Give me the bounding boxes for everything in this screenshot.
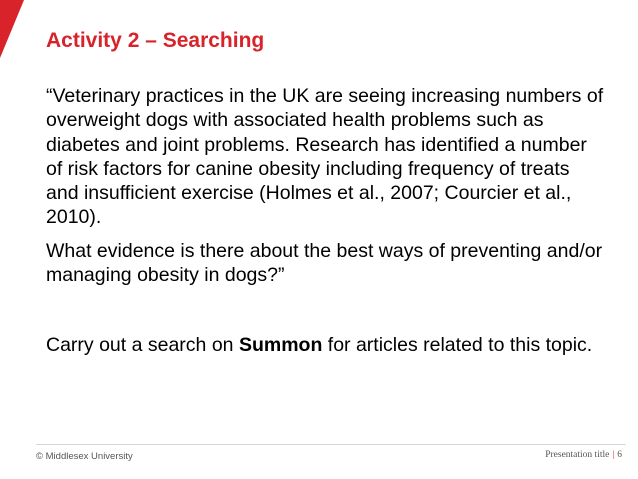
- question-paragraph: What evidence is there about the best ways of preventing and/or managing obesity in dogs?”: [46, 239, 603, 287]
- task-prefix: Carry out a search on: [46, 334, 239, 357]
- footer-presentation-title: Presentation title: [545, 450, 610, 460]
- page-number: 6: [617, 450, 622, 460]
- footer-right: [545, 450, 622, 460]
- footer-copyright: © Middlesex University: [36, 451, 133, 462]
- quote-paragraph: “Veterinary practices in the UK are seeing increasing numbers of overweight dogs with associated health problems such as diabetes and joint problems. Research has identified a number of risk factors for canine obesity including frequency of treats and insufficient exercise (Holmes et al., 2007; Courcier et al., 2010).: [46, 85, 604, 229]
- corner-accent-shape: [0, 0, 24, 58]
- task-suffix: for articles related to this topic.: [322, 334, 593, 357]
- footer-separator: |: [612, 450, 615, 460]
- slide-title: Activity 2 – Searching: [46, 29, 265, 52]
- task-paragraph: [46, 333, 606, 357]
- footer-divider: [36, 444, 626, 445]
- summon-emphasis: Summon: [238, 334, 323, 357]
- slide-content: [46, 84, 606, 358]
